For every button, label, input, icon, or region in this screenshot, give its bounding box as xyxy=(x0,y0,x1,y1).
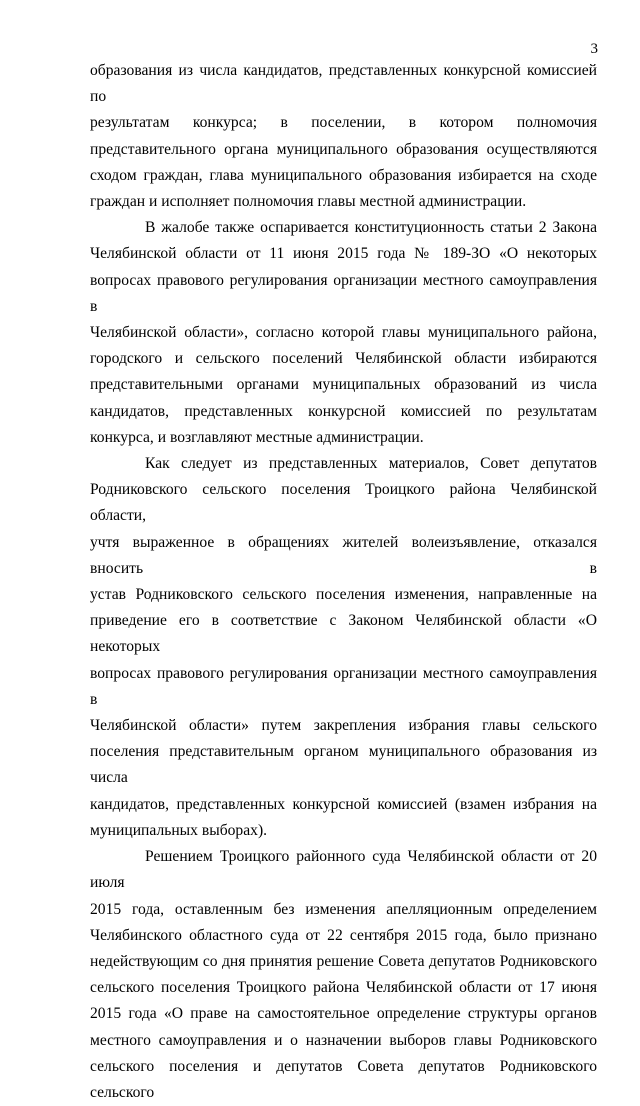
text-line: граждан и исполняет полномочия главы местной администрации. xyxy=(90,193,527,211)
text-line: вопросах правового регулирования организации местного самоуправления в xyxy=(90,664,597,708)
text-line: сельского поселения и депутатов Совета депутатов Родниковского сельского xyxy=(90,1057,597,1101)
text-line: недействующим со дня принятия решение Совета депутатов Родниковского xyxy=(90,952,597,970)
text-line: городского и сельского поселений Челябинской области избираются xyxy=(90,350,597,368)
text-line: В жалобе также оспаривается конституционность статьи 2 Закона xyxy=(145,219,597,237)
paragraph xyxy=(90,451,597,844)
document-body xyxy=(90,58,597,1106)
text-line: Родниковского сельского поселения Троицкого района Челябинской области, xyxy=(90,481,597,525)
text-line: местного самоуправления и о назначении выборов главы Родниковского xyxy=(90,1031,597,1049)
text-line: результатам конкурса; в поселении, в котором полномочия xyxy=(90,114,597,132)
text-line: устав Родниковского сельского поселения изменения, направленные на xyxy=(90,586,597,604)
text-line: представительного органа муниципального образования осуществляются xyxy=(90,140,597,158)
text-line: сходом граждан, глава муниципального образования избирается на сходе xyxy=(90,166,597,184)
page-number: 3 xyxy=(590,41,598,57)
text-line: Челябинской области», согласно которой главы муниципального района, xyxy=(90,324,597,342)
text-line: сельского поселения Троицкого района Челябинской области от 17 июня xyxy=(90,979,597,997)
text-line: учтя выраженное в обращениях жителей волеизъявление, отказался вносить в xyxy=(90,533,597,577)
paragraph xyxy=(90,58,597,215)
text-line: вопросах правового регулирования организации местного самоуправления в xyxy=(90,271,597,315)
text-line: Челябинского областного суда от 22 сентября 2015 года, было признано xyxy=(90,926,597,944)
text-line: приведение его в соответствие с Законом Челябинской области «О некоторых xyxy=(90,612,597,656)
text-line: образования из числа кандидатов, представленных конкурсной комиссией по xyxy=(90,62,597,106)
text-line: конкурса, и возглавляют местные администрации. xyxy=(90,428,424,446)
text-line: Решением Троицкого районного суда Челябинской области от 20 июля xyxy=(90,848,597,892)
text-line: муниципальных выборах). xyxy=(90,821,268,839)
text-line: кандидатов, представленных конкурсной комиссией (взамен избрания на xyxy=(90,795,597,813)
text-line: представительными органами муниципальных образований из числа xyxy=(90,376,597,394)
text-line: Челябинской области от 11 июня 2015 года № 189-ЗО «О некоторых xyxy=(90,245,597,263)
text-line: Как следует из представленных материалов, Совет депутатов xyxy=(145,455,597,473)
text-line: Челябинской области» путем закрепления избрания главы сельского xyxy=(90,717,597,735)
text-line: 2015 года, оставленным без изменения апелляционным определением xyxy=(90,900,597,918)
paragraph xyxy=(90,844,597,1106)
text-line: 2015 года «О праве на самостоятельное определение структуры органов xyxy=(90,1005,597,1023)
text-line: поселения представительным органом муниципального образования из числа xyxy=(90,743,597,787)
text-line: кандидатов, представленных конкурсной комиссией по результатам xyxy=(90,402,597,420)
paragraph xyxy=(90,215,597,451)
